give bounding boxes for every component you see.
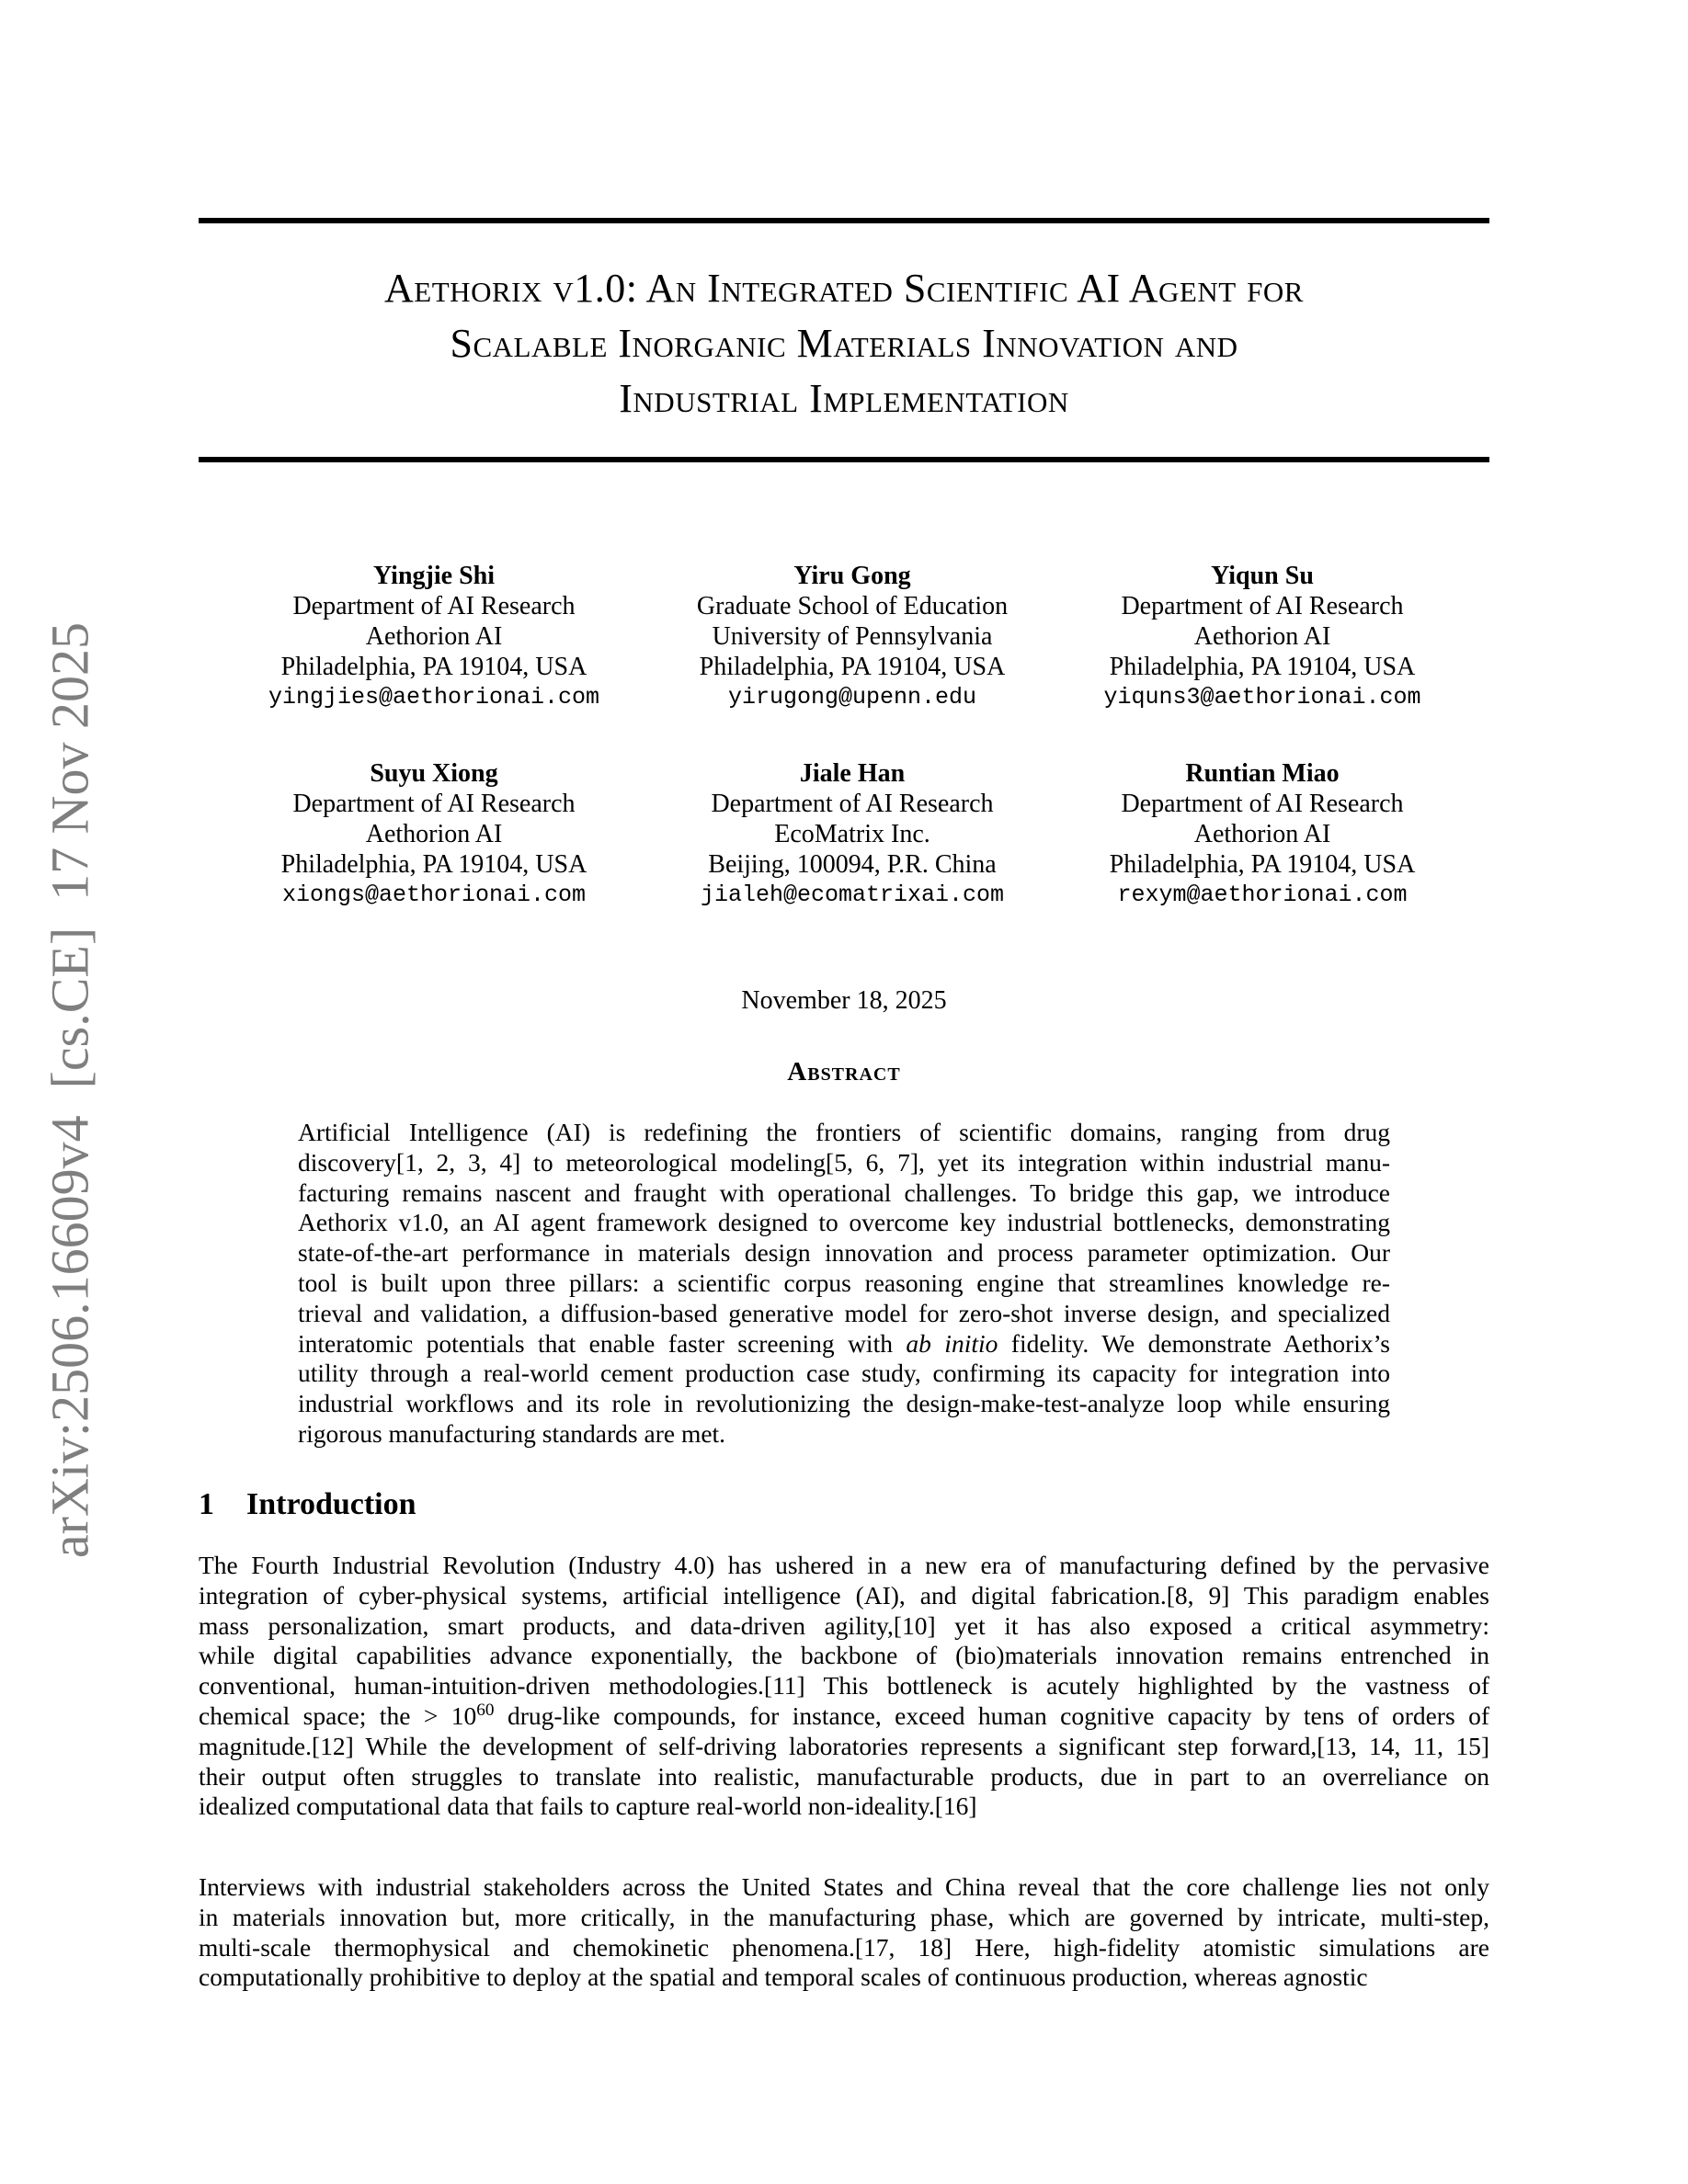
author-affiliation: Department of AI Research	[292, 592, 576, 620]
intro-paragraph-2	[199, 1872, 1489, 1993]
text-line: computationally prohibitive to deploy at the spatial and temporal scales of continuous production, whereas agnostic	[199, 1962, 1368, 1992]
author-affiliation: Department of AI Research	[711, 790, 994, 818]
text-line: facturing remains nascent and fraught with operational challenges. To bridge this gap, we introduce	[298, 1177, 1390, 1207]
text-segment: interatomic potentials that enable faster screening with	[298, 1328, 907, 1358]
author-block	[650, 758, 1055, 910]
text-line: industrial workflows and its role in revolutionizing the design-make-test-analyze loop while ensuring	[298, 1389, 1390, 1418]
text-line: their output often struggles to translate into realistic, manufacturable products, due in part to an overreliance on	[199, 1761, 1489, 1791]
paper-date: November 18, 2025	[741, 986, 947, 1015]
text-line: state-of-the-art performance in materials design innovation and process parameter optimization. Our	[298, 1238, 1390, 1268]
text-line: Aethorix v1.0, an AI agent framework designed to overcome key industrial bottlenecks, demonstrating	[298, 1208, 1390, 1237]
author-affiliation: Aethorion AI	[365, 622, 503, 651]
text-line: The Fourth Industrial Revolution (Industry 4.0) has ushered in a new era of manufacturing defined by the pervasive	[199, 1551, 1489, 1579]
text-line: while digital capabilities advance exponentially, the backbone of (bio)materials innovation remains entrenched in	[199, 1641, 1489, 1670]
text-line: Artificial Intelligence (AI) is redefining the frontiers of scientific domains, ranging from drug	[298, 1118, 1390, 1146]
section-heading	[199, 1487, 416, 1522]
text-line	[199, 1701, 1489, 1732]
intro-paragraph-1	[199, 1551, 1489, 1822]
title-line: Aethorix v1.0: An Integrated Scientific AI Agent for	[384, 266, 1304, 311]
author-name: Yiru Gong	[793, 562, 911, 590]
text-line: idealized computational data that fails to capture real-world non-ideality.[16]	[199, 1792, 977, 1821]
text-line: integration of cyber-physical systems, artificial intelligence (AI), and digital fabrication.[8, 9] This paradigm enables	[199, 1580, 1489, 1610]
text-line: multi-scale thermophysical and chemokinetic phenomena.[17, 18] Here, high-fidelity atomistic simulations are	[199, 1932, 1489, 1962]
author-block	[650, 561, 1055, 712]
author-affiliation: Philadelphia, PA 19104, USA	[1109, 850, 1416, 879]
text-line: conventional, human-intuition-driven methodologies.[11] This bottleneck is acutely highlighted by the vastness of	[199, 1671, 1489, 1701]
superscript: 60	[476, 1700, 495, 1720]
author-affiliation: Philadelphia, PA 19104, USA	[280, 653, 587, 681]
text-line: magnitude.[12] While the development of self-driving laboratories represents a significant step forward,[13, 14, 11, 15]	[199, 1731, 1489, 1760]
author-name: Suyu Xiong	[370, 759, 498, 788]
author-name: Yingjie Shi	[373, 562, 495, 590]
text-line: utility through a real-world cement production case study, confirming its capacity for integration into	[298, 1359, 1390, 1388]
author-affiliation: EcoMatrix Inc.	[774, 820, 930, 848]
author-block	[232, 758, 636, 910]
text-line: in materials innovation but, more critically, in the manufacturing phase, which are governed by intricate, multi-step,	[199, 1902, 1489, 1931]
abstract-heading: Abstract	[787, 1057, 901, 1086]
text-segment: fidelity. We demonstrate Aethorix’s	[998, 1328, 1390, 1358]
text-line	[298, 1329, 1390, 1359]
author-block	[1060, 561, 1465, 712]
author-affiliation: Aethorion AI	[1193, 622, 1331, 651]
text-line: Interviews with industrial stakeholders across the United States and China reveal that the core challenge lies not only	[199, 1872, 1489, 1901]
text-segment: chemical space; the > 10	[199, 1701, 477, 1730]
author-affiliation: Department of AI Research	[1121, 790, 1404, 818]
paper-title	[199, 261, 1489, 427]
author-name: Jiale Han	[799, 759, 906, 788]
title-rule-bottom	[199, 457, 1489, 462]
text-line: discovery[1, 2, 3, 4] to meteorological modeling[5, 6, 7], yet its integration within industrial manu-	[298, 1147, 1390, 1177]
author-name: Yiqun Su	[1211, 562, 1314, 590]
author-affiliation: University of Pennsylvania	[712, 622, 993, 651]
abstract-text	[298, 1118, 1390, 1450]
author-block	[1060, 758, 1465, 910]
author-affiliation: Philadelphia, PA 19104, USA	[280, 850, 587, 879]
author-block	[232, 561, 636, 712]
author-email: rexym@aethorionai.com	[1117, 882, 1408, 908]
author-affiliation: Aethorion AI	[365, 820, 503, 848]
text-line: rigorous manufacturing standards are met.	[298, 1418, 726, 1448]
text-segment: ab initio	[906, 1328, 998, 1358]
title-rule-top	[199, 218, 1489, 223]
author-affiliation: Aethorion AI	[1193, 820, 1331, 848]
author-affiliation: Department of AI Research	[1121, 592, 1404, 620]
author-email: yingjies@aethorionai.com	[268, 684, 600, 711]
title-line: Industrial Implementation	[619, 376, 1069, 421]
title-line: Scalable Inorganic Materials Innovation and	[450, 321, 1238, 366]
author-name: Runtian Miao	[1185, 759, 1340, 788]
author-affiliation: Beijing, 100094, P.R. China	[708, 850, 997, 879]
author-email: jialeh@ecomatrixai.com	[700, 882, 1005, 908]
text-line: trieval and validation, a diffusion-based generative model for zero-shot inverse design, and specialized	[298, 1298, 1390, 1327]
section-number: 1	[199, 1487, 214, 1521]
text-line: mass personalization, smart products, and data-driven agility,[10] yet it has also exposed a critical asymmetry:	[199, 1610, 1489, 1640]
arxiv-stamp: arXiv:2506.16609v4 [cs.CE] 17 Nov 2025	[40, 621, 100, 1559]
text-line: tool is built upon three pillars: a scientific corpus reasoning engine that streamlines knowledge re-	[298, 1268, 1390, 1297]
author-affiliation: Philadelphia, PA 19104, USA	[699, 653, 1006, 681]
text-segment: drug-like compounds, for instance, exceed human cognitive capacity by tens of orders of	[494, 1701, 1489, 1730]
author-email: xiongs@aethorionai.com	[281, 882, 587, 908]
author-email: yirugong@upenn.edu	[727, 684, 977, 711]
section-title: Introduction	[246, 1487, 416, 1521]
author-affiliation: Philadelphia, PA 19104, USA	[1109, 653, 1416, 681]
author-affiliation: Graduate School of Education	[696, 592, 1009, 620]
author-email: yiquns3@aethorionai.com	[1103, 684, 1421, 711]
author-affiliation: Department of AI Research	[292, 790, 576, 818]
